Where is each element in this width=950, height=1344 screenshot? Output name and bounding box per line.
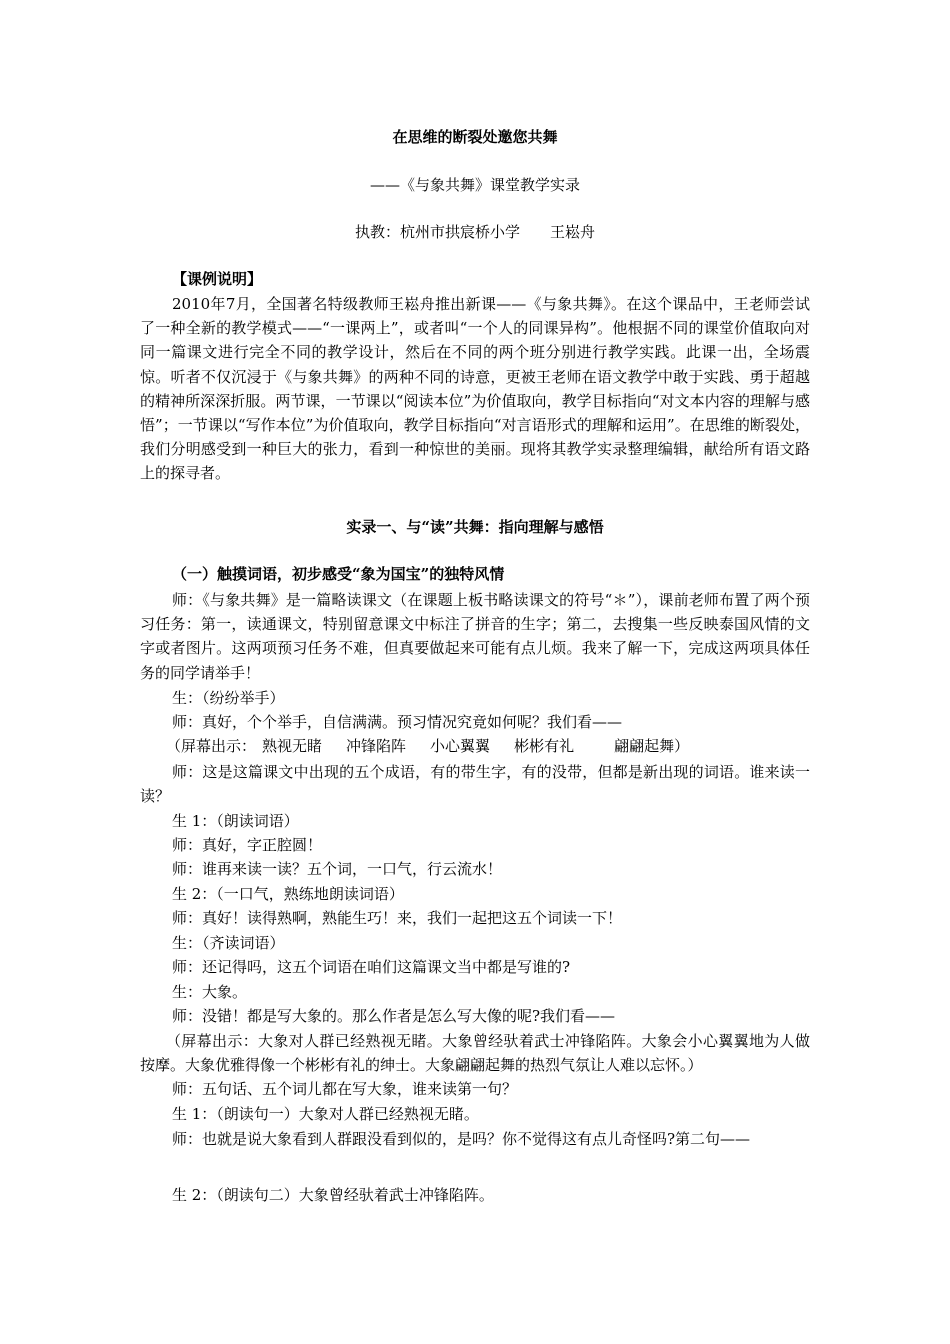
dialogue-line: 生 2：（一口气，熟练地朗读词语） [172, 885, 404, 903]
screen-word: 翩翩起舞） [614, 737, 690, 755]
dialogue-line: 师：真好，个个举手，自信满满。预习情况究竟如何呢？我们看—— [172, 713, 623, 731]
intro-heading: 【课例说明】 [172, 270, 263, 288]
dialogue-paragraph: 师：《与象共舞》是一篇略读课文（在课题上板书略读课文的符号“＊”），课前老师布置了两个预习任务：第一，读通课文，特别留意课文中标注了拼音的生字；第二，去搜集一些反映泰国风情的文字或者图片。这两项预习任务不难，但真要做起来可能有点儿烦。我来了解一下，完成这两项具体任务的同学请举手！ [140, 591, 810, 682]
screen-word: 小心翼翼 [430, 737, 491, 755]
dialogue-line: 生：（齐读词语） [172, 934, 285, 952]
screen-words-line [166, 735, 804, 756]
dialogue-line: 师：还记得吗，这五个词语在咱们这篇课文当中都是写谁的? [172, 958, 571, 976]
screen-sentences-paragraph: （屏幕出示：大象对人群已经熟视无睹。大象曾经驮着武士冲锋陷阵。大象会小心翼翼地为人做按摩。大象优雅得像一个彬彬有礼的绅士。大象翩翩起舞的热烈气氛让人难以忘怀。） [140, 1032, 810, 1075]
dialogue-line: 生 2：（朗读句二）大象曾经驮着武士冲锋陷阵。 [172, 1186, 494, 1204]
screen-word: 彬彬有礼 [514, 737, 575, 755]
dialogue-paragraph: 师：这是这篇课文中出现的五个成语，有的带生字，有的没带，但都是新出现的词语。谁来读一读？ [140, 763, 810, 806]
document-subtitle: ——《与象共舞》课堂教学实录 [369, 176, 580, 194]
author-label: 执教：杭州市拱宸桥小学 [354, 223, 520, 241]
dialogue-line: 师：没错！都是写大象的。那么作者是怎么写大像的呢?我们看—— [172, 1007, 616, 1025]
dialogue-line: 生：（纷纷举手） [172, 689, 285, 707]
dialogue-paragraph: 师：也就是说大象看到人群跟没看到似的，是吗？你不觉得这有点儿奇怪吗?第二句—— [172, 1130, 751, 1148]
dialogue-line: 师：真好，字正腔圆！ [172, 836, 323, 854]
author-name: 王崧舟 [550, 223, 596, 241]
screen-prefix: （屏幕出示： [166, 737, 257, 755]
section-title: 实录一、与“读”共舞：指向理解与感悟 [346, 518, 604, 536]
dialogue-line: 师：五句话、五个词儿都在写大象，谁来读第一句？ [172, 1080, 518, 1098]
intro-paragraph: 2010年7月，全国著名特级教师王崧舟推出新课——《与象共舞》。在这个课品中，王老师尝试了一种全新的教学模式——“一课两上”，或者叫“一个人的同课异构”。他根据不同的课堂价值取向对同一篇课文进行完全不同的教学设计，然后在不同的两个班分别进行教学实践。此课一出，全场震惊。听者不仅沉浸于《与象共舞》的两种不同的诗意，更被王老师在语文教学中敢于实践、勇于超越的精神所深深折服。两节课，一节课以“阅读本位”为价值取向，教学目标指向“对文本内容的理解与感悟”；一节课以“写作本位”为价值取向，教学目标指向“对言语形式的理解和运用”。在思维的断裂处，我们分明感受到一种巨大的张力，看到一种惊世的美丽。现将其教学实录整理编辑，献给所有语文路上的探寻者。 [140, 295, 810, 483]
author-line [140, 221, 810, 242]
dialogue-line: 师：真好！读得熟啊，熟能生巧！来，我们一起把这五个词读一下！ [172, 909, 623, 927]
dialogue-line: 生 1：（朗读句一）大象对人群已经熟视无睹。 [172, 1105, 479, 1123]
dialogue-line: 生 1：（朗读词语） [172, 812, 299, 830]
dialogue-line: 师：谁再来读一读？五个词，一口气，行云流水！ [172, 860, 503, 878]
screen-word: 熟视无睹 [262, 737, 323, 755]
document-title: 在思维的断裂处邀您共舞 [392, 128, 558, 146]
section-subheading: （一）触摸词语，初步感受“象为国宝”的独特风情 [172, 565, 505, 583]
screen-word: 冲锋陷阵 [346, 737, 407, 755]
dialogue-line: 生：大象。 [172, 983, 248, 1001]
